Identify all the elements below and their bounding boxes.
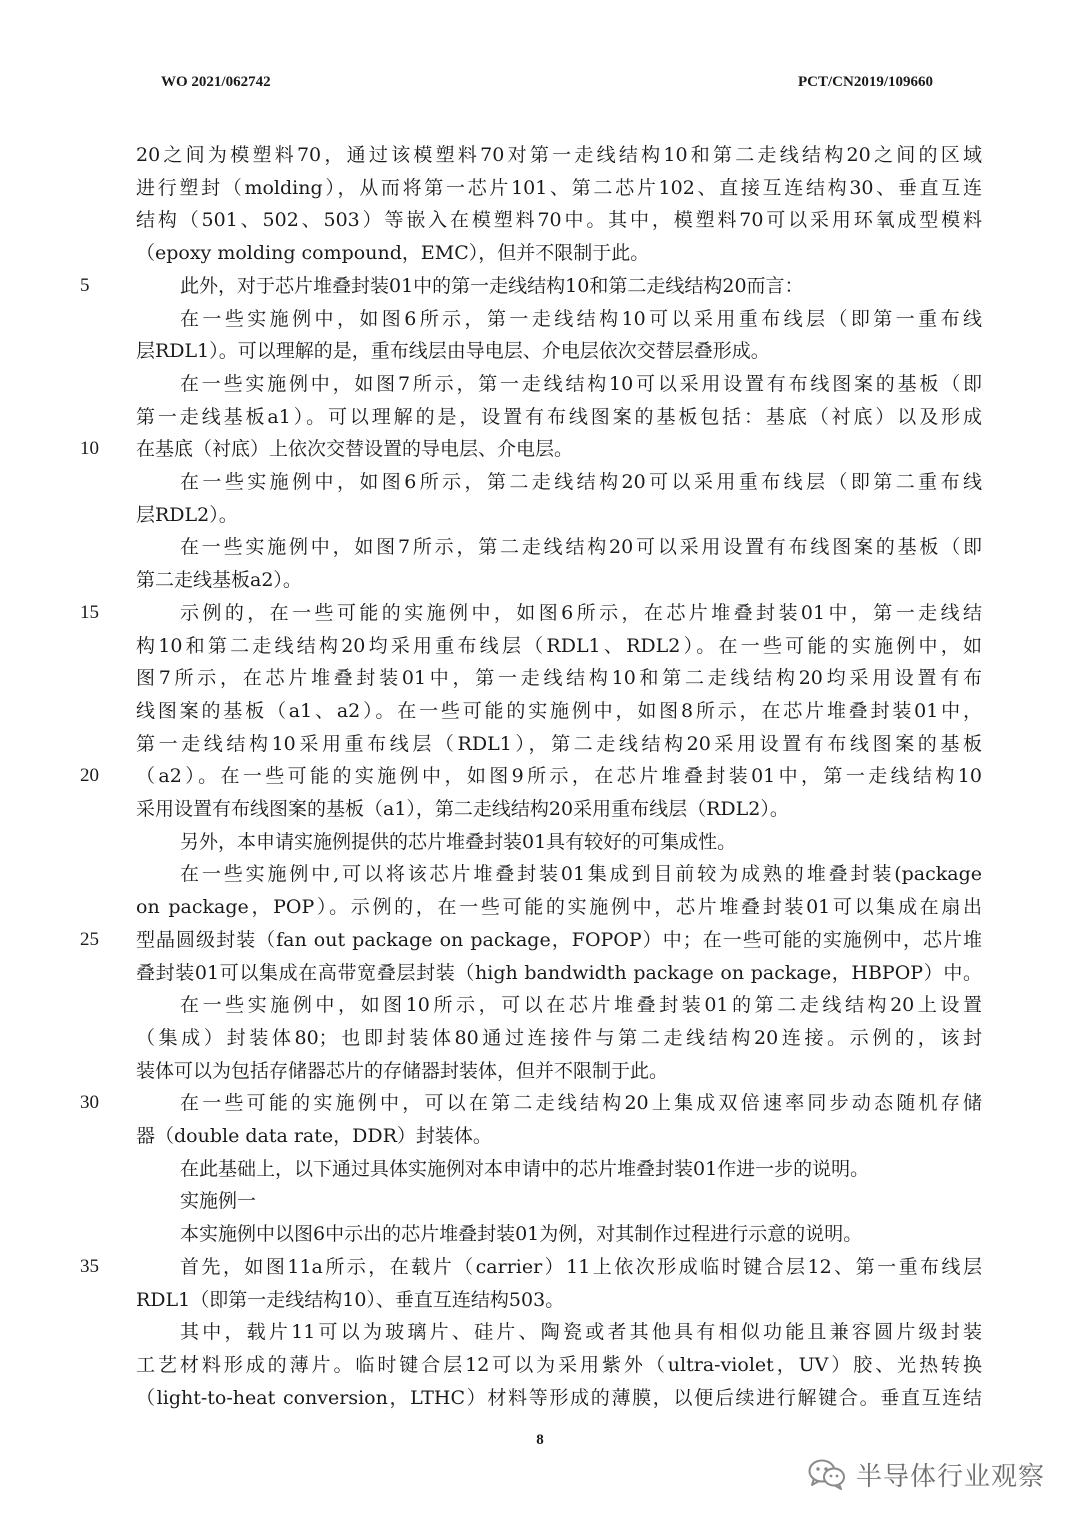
text-line: 型晶圆级封装（fan out package on package，FOPOP）中；在一些可能的实施例中，芯片堆 xyxy=(136,928,982,951)
text-line: 线图案的基板（a1、a2）。在一些可能的实施例中，如图8所示，在芯片堆叠封装01中， xyxy=(136,699,982,722)
text-line: （light-to-heat conversion，LTHC）材料等形成的薄膜，以便后续进行解键合。垂直互连结 xyxy=(136,1386,982,1409)
text-line: 层RDL2）。 xyxy=(136,503,238,526)
text-line: 此外，对于芯片堆叠封装01中的第一走线结构10和第二走线结构20而言： xyxy=(180,274,804,297)
text-line: 在此基础上，以下通过具体实施例对本申请中的芯片堆叠封装01作进一步的说明。 xyxy=(180,1157,870,1180)
header-application-number: PCT/CN2019/109660 xyxy=(798,74,933,90)
page-number: 8 xyxy=(536,1432,544,1448)
text-line: 在基底（衬底）上依次交替设置的导电层、介电层。 xyxy=(136,438,574,461)
line-number: 25 xyxy=(80,928,99,950)
text-line: 叠封装01可以集成在高带宽叠层封装（high bandwidth package on package，HBPOP）中。 xyxy=(136,961,982,984)
text-line: 第一走线结构10采用重布线层（RDL1），第二走线结构20采用设置有布线图案的基板 xyxy=(136,732,982,755)
text-line: 图7所示，在芯片堆叠封装01中，第一走线结构10和第二走线结构20均采用设置有布 xyxy=(136,667,982,690)
text-line: 装体可以为包括存储器芯片的存储器封装体，但并不限制于此。 xyxy=(136,1059,669,1082)
line-number: 35 xyxy=(80,1255,99,1277)
text-line: 在一些实施例中，如图7所示，第一走线结构10可以采用设置有布线图案的基板（即 xyxy=(180,372,982,395)
text-line: 另外，本申请实施例提供的芯片堆叠封装01具有较好的可集成性。 xyxy=(180,830,737,853)
text-line: 在一些可能的实施例中，可以在第二走线结构20上集成双倍速率同步动态随机存储 xyxy=(180,1092,982,1115)
text-line: 实施例一 xyxy=(180,1190,257,1213)
text-line: 首先，如图11a所示，在载片（carrier）11上依次形成临时键合层12、第一重布线层 xyxy=(180,1255,982,1278)
watermark-text: 半导体行业观察 xyxy=(856,1461,1046,1492)
text-line: 在一些实施例中，如图6所示，第一走线结构10可以采用重布线层（即第一重布线 xyxy=(180,307,982,330)
line-number: 20 xyxy=(80,765,99,787)
line-number: 15 xyxy=(80,601,99,623)
text-line: 层RDL1）。可以理解的是，重布线层由导电层、介电层依次交替层叠形成。 xyxy=(136,340,770,363)
text-line: 20之间为模塑料70，通过该模塑料70对第一走线结构10和第二走线结构20之间的区域 xyxy=(136,144,982,166)
text-line: 本实施例中以图6中示出的芯片堆叠封装01为例，对其制作过程进行示意的说明。 xyxy=(180,1223,863,1246)
text-line: 器（double data rate，DDR）封装体。 xyxy=(136,1125,492,1147)
text-line: on package，POP）。示例的，在一些可能的实施例中，芯片堆叠封装01可以集成在扇出 xyxy=(136,896,982,919)
line-number: 30 xyxy=(80,1092,99,1114)
text-line: 其中，载片11可以为玻璃片、硅片、陶瓷或者其他具有相似功能且兼容圆片级封装 xyxy=(180,1321,982,1344)
text-line: （epoxy molding compound，EMC），但并不限制于此。 xyxy=(136,242,650,265)
text-line: 在一些实施例中，如图7所示，第二走线结构20可以采用设置有布线图案的基板（即 xyxy=(180,536,982,559)
text-line: 在一些实施例中，如图6所示，第二走线结构20可以采用重布线层（即第二重布线 xyxy=(180,471,982,493)
text-line: 结构（501、502、503）等嵌入在模塑料70中。其中，模塑料70可以采用环氧成型模料 xyxy=(136,209,982,232)
line-number: 5 xyxy=(80,274,90,296)
text-line: 第二走线基板a2）。 xyxy=(136,569,302,592)
text-line: （集成）封装体80；也即封装体80通过连接件与第二走线结构20连接。示例的，该封 xyxy=(136,1026,982,1049)
text-line: 进行塑封（molding），从而将第一芯片101、第二芯片102、直接互连结构30、垂直互连 xyxy=(136,176,982,199)
text-line: 构10和第二走线结构20均采用重布线层（RDL1、RDL2）。在一些可能的实施例中，如 xyxy=(136,634,982,657)
text-line: 工艺材料形成的薄片。临时键合层12可以为采用紫外（ultra-violet，UV）胶、光热转换 xyxy=(136,1353,982,1376)
watermark xyxy=(808,1456,1045,1492)
text-line: 第一走线基板a1）。可以理解的是，设置有布线图案的基板包括：基底（衬底）以及形成 xyxy=(136,405,982,428)
wechat-icon xyxy=(808,1458,846,1490)
text-line: 示例的，在一些可能的实施例中，如图6所示，在芯片堆叠封装01中，第一走线结 xyxy=(180,601,982,624)
text-line: RDL1（即第一走线结构10）、垂直互连结构503。 xyxy=(136,1288,565,1311)
header-publication-number: WO 2021/062742 xyxy=(161,74,271,90)
text-line: （a2）。在一些可能的实施例中，如图9所示，在芯片堆叠封装01中，第一走线结构10 xyxy=(136,765,982,788)
text-line: 在一些实施例中，如图10所示，可以在芯片堆叠封装01的第二走线结构20上设置 xyxy=(180,994,982,1017)
text-line: 采用设置有布线图案的基板（a1），第二走线结构20采用重布线层（RDL2）。 xyxy=(136,798,789,820)
text-line: 在一些实施例中,可以将该芯片堆叠封装01集成到目前较为成熟的堆叠封装(package xyxy=(180,863,982,886)
line-number: 10 xyxy=(80,438,99,460)
